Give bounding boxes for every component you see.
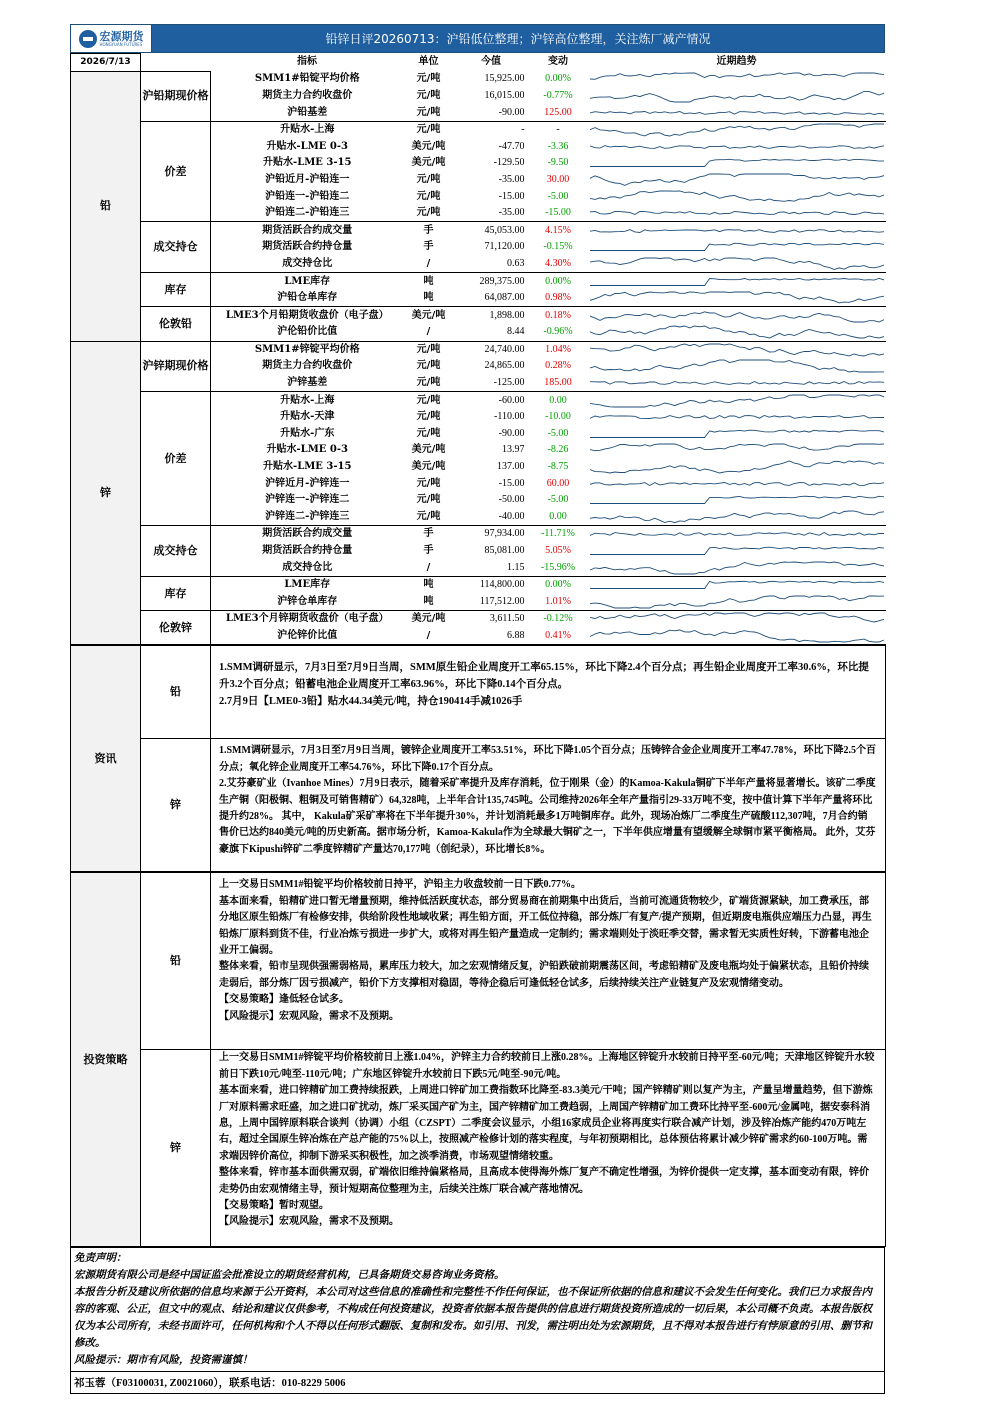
sparkline-path (590, 111, 884, 114)
value-cell: 6.88 (454, 628, 529, 645)
lead-group-label: 沪铅期现价格 (141, 71, 211, 121)
indicator-name: 沪铅连二-沪铅连三 (211, 205, 404, 222)
indicator-name: LME3个月锌期货收盘价（电子盘） (225, 613, 389, 625)
unit-cell: / (404, 559, 454, 576)
unit-cell: 手 (423, 545, 434, 557)
news-section (70, 645, 886, 872)
value-cell: 0.63 (454, 256, 529, 273)
sparkline-path (590, 613, 884, 622)
value-cell: 85,081.00 (484, 545, 525, 557)
indicator-name: 升贴水-天津 (280, 411, 335, 423)
trend-sparkline (588, 358, 886, 375)
trend-sparkline (588, 138, 886, 155)
trend-sparkline (588, 256, 886, 273)
indicator-name: 升贴水-LME 0-3 (266, 444, 348, 456)
indicator-name: SMM1#铅锭平均价格 (254, 73, 360, 85)
value-cell: 16,015.00 (484, 89, 525, 101)
sparkline-path (590, 482, 884, 485)
sparkline-path (590, 395, 884, 407)
unit-cell: 吨 (404, 290, 454, 307)
trend-sparkline (588, 526, 886, 543)
sparkline-path (590, 547, 884, 554)
sparkline-path (590, 430, 884, 437)
value-cell: -129.50 (493, 157, 525, 169)
value-cell: -40.00 (454, 509, 529, 526)
value-cell: 1,898.00 (489, 309, 525, 321)
unit-cell: 元/吨 (404, 104, 454, 121)
zinc-metal-label: 锌 (71, 341, 141, 645)
trend-sparkline (588, 88, 886, 105)
value-cell: 114,800.00 (479, 579, 525, 591)
change-cell: 0.00% (545, 579, 571, 591)
change-cell: 4.30% (529, 256, 588, 273)
sparkline-path (590, 562, 884, 574)
zinc-group-label: 沪锌期现价格 (141, 341, 211, 392)
strategy-zinc-trade: 【交易策略】暂时观望。 (219, 1199, 329, 1211)
lead-group-label: 伦敦铅 (141, 307, 211, 341)
value-cell: -60.00 (498, 394, 525, 406)
data-row (71, 222, 886, 239)
zinc-group-label: 库存 (141, 576, 211, 610)
trend-sparkline (588, 188, 886, 205)
strategy-label: 投资策略 (71, 873, 141, 1247)
indicator-name: 成交持仓比 (211, 559, 404, 576)
unit-cell: / (404, 324, 454, 341)
value-cell: -15.00 (498, 190, 525, 202)
disclaimer-line-2: 本报告分析及建议所依据的信息均来源于公开资料，本公司对这些信息的准确性和完整性不作任何保证，也不保证所依据的信息和建议不会发生任何变化。我们已力求报告内容的客观、公正，但文中的观点、结论和建议仅供参考，不构成任何投资建议，投资者依据本报告提供的信息进行期货投资所造成的一切后果，本公司概不负责。本报告版权仅为本公司所有，未经书面许可，任何机构和个人不得以任何形式翻版、复制和发布。如引用、刊发，需注明出处为宏源期货，且不得对本报告进行有悖原意的引用、删节和修改。 (74, 1287, 872, 1350)
value-cell: 117,512.00 (454, 594, 529, 611)
unit-cell: 美元/吨 (411, 461, 446, 473)
indicator-name: 沪锌仓单库存 (211, 594, 404, 611)
unit-cell: 吨 (423, 579, 434, 591)
value-cell: -35.00 (498, 173, 525, 185)
trend-sparkline (588, 375, 886, 392)
sparkline-path (590, 145, 884, 148)
value-cell: -47.70 (498, 140, 525, 152)
indicator-name: 升贴水-上海 (280, 124, 335, 136)
indicator-name: LME库存 (284, 275, 331, 287)
unit-cell: / (404, 628, 454, 645)
sparkline-path (590, 292, 884, 303)
strategy-zinc-p2: 基本面来看，进口锌精矿加工费持续报跌，上周进口锌矿加工费指数环比降至-83.3美元/干吨；国产锌精矿则以复产为主，产量呈增量趋势，但下游炼厂对原料需求旺盛，加之进口矿扰动，炼厂采买国产矿为主，国产锌精矿加工费趋弱，上周国产锌精矿加工费环比持平至-600元/金属吨，据安泰科消息，上周中国锌原料联合谈判（协调）小组（CZSPT）二季度会议显示，小组16家成员企业将再度实行联合减产计划，涉及锌冶炼产能约470万吨左右，超过全国原生锌冶炼在产总产能的75%以上，按照减产检修计划的落实程度，与年初预期相比，总体预估将累计减少锌矿需求约60-100万吨。需求端因锌价高位，抑制下游采买积极性，加之淡季消费，市场观望情绪较重。 (219, 1085, 873, 1162)
logo-text: 宏源期货 (99, 29, 144, 43)
unit-cell: 元/吨 (416, 477, 441, 489)
news-lead-p1: 1.SMM调研显示，7月3日至7月9日当周，SMM原生铅企业周度开工率65.15%，环比下降2.4个百分点；再生铅企业周度开工率30.6%，环比提升3.2个百分点；铅蓄电池企业周度开工率63.96%，环比下降0.14个百分点。 (219, 662, 869, 691)
blank-header (141, 54, 211, 72)
change-cell: -15.00 (529, 205, 588, 222)
value-cell: 24,740.00 (484, 343, 525, 355)
indicator-name: 沪锌基差 (211, 375, 404, 392)
news-lead-p2: 2.7月9日【LME0-3铅】贴水44.34美元/吨，持仓190414手减1026手 (219, 695, 523, 707)
unit-cell: 美元/吨 (411, 613, 446, 625)
sparkline-path (590, 360, 884, 372)
lead-group-label: 价差 (141, 121, 211, 222)
sparkline-path (590, 533, 884, 536)
change-cell: -15.96% (529, 559, 588, 576)
logo-subtext: HONGYUAN FUTURES (99, 41, 143, 47)
indicator-name: 升贴水-LME 3-15 (263, 157, 352, 169)
sparkline-path (590, 212, 884, 215)
value-cell: 71,120.00 (484, 241, 525, 253)
data-row (71, 576, 886, 593)
logo-icon (79, 30, 97, 48)
value-cell: 137.00 (497, 461, 525, 473)
news-label: 资讯 (71, 646, 141, 872)
unit-cell: 吨 (423, 275, 434, 287)
trend-sparkline (588, 392, 886, 409)
strategy-lead-label: 铅 (141, 873, 211, 1050)
unit-cell: 元/吨 (404, 205, 454, 222)
change-cell: 0.00% (545, 275, 571, 287)
lead-metal-label: 铅 (71, 71, 141, 341)
change-cell: -3.36 (547, 140, 569, 152)
value-cell: -90.00 (454, 104, 529, 121)
trend-sparkline (588, 559, 886, 576)
value-cell: -35.00 (454, 205, 529, 222)
trend-sparkline (588, 492, 886, 509)
change-cell: 0.28% (545, 360, 571, 372)
unit-cell: 手 (423, 241, 434, 253)
lead-group-label: 库存 (141, 273, 211, 307)
unit-cell: 元/吨 (416, 427, 441, 439)
trend-sparkline (588, 290, 886, 307)
change-cell: 0.98% (529, 290, 588, 307)
trend-sparkline (588, 341, 886, 358)
change-cell: - (556, 124, 560, 136)
strategy-zinc-label: 锌 (141, 1050, 211, 1247)
report-header (70, 24, 885, 53)
company-logo (71, 25, 152, 52)
unit-cell: 美元/吨 (411, 157, 446, 169)
trend-sparkline (588, 475, 886, 492)
change-cell: 1.01% (529, 594, 588, 611)
change-cell: 60.00 (546, 477, 570, 489)
unit-cell: 元/吨 (404, 509, 454, 526)
change-cell: -5.00 (547, 190, 569, 202)
indicator-name: 升贴水-LME 3-15 (263, 461, 352, 473)
unit-cell: 元/吨 (416, 89, 441, 101)
value-cell: - (521, 124, 525, 136)
change-cell: 5.05% (545, 545, 571, 557)
unit-cell: / (404, 256, 454, 273)
indicator-name: LME3个月铅期货收盘价（电子盘） (225, 309, 389, 321)
indicator-name: SMM1#锌锭平均价格 (254, 343, 360, 355)
market-data-table (70, 53, 886, 645)
change-cell: -0.77% (543, 89, 573, 101)
sparkline-path (590, 444, 884, 451)
trend-sparkline (588, 628, 886, 645)
data-row (71, 341, 886, 358)
indicator-name: 期货活跃合约持仓量 (262, 545, 353, 557)
value-cell: 64,087.00 (454, 290, 529, 307)
indicator-header: 指标 (297, 56, 317, 68)
change-cell: 0.41% (529, 628, 588, 645)
indicator-name: 沪锌近月-沪锌连一 (265, 477, 350, 489)
news-zinc-p1: 1.SMM调研显示，7月3日至7月9日当周，镀锌企业周度开工率53.51%，环比下降1.05个百分点；压铸锌合金企业周度开工率47.78%，环比下降2.5个百分点；氧化锌企业周度开工率54.76%，环比下降0.17个百分点。 (219, 745, 876, 773)
strategy-zinc-risk: 【风险提示】宏观风险，需求不及预期。 (219, 1216, 399, 1228)
indicator-name: LME库存 (284, 579, 331, 591)
unit-cell: 吨 (404, 594, 454, 611)
unit-cell: 元/吨 (416, 494, 441, 506)
change-cell: 0.00 (529, 509, 588, 526)
unit-cell: 美元/吨 (411, 444, 446, 456)
trend-sparkline (588, 307, 886, 324)
sparkline-path (590, 312, 884, 322)
news-zinc-text (211, 739, 886, 872)
trend-sparkline (588, 324, 886, 341)
sparkline-path (590, 511, 884, 523)
strategy-zinc-p3: 整体来看，锌市基本面供需双弱，矿端依旧维持偏紧格局，且高成本使得海外炼厂复产不确定性增强，为锌价提供一定支撑，基本面变动有限，锌价走势仍由宏观情绪主导，预计短期高位整理为主，后续关注炼厂联合减产落地情况。 (219, 1167, 869, 1195)
unit-cell: 元/吨 (416, 73, 441, 85)
value-header: 今值 (481, 56, 501, 68)
value-cell: 1.15 (454, 559, 529, 576)
trend-sparkline (588, 71, 886, 88)
news-zinc-p2: 2.艾芬豪矿业（Ivanhoe Mines）7月9日表示，随着采矿率提升及库存消耗，位于刚果（金）的Kamoa-Kakula铜矿下半年产量将显著增长。该矿二季度生产铜（阳极铜、粗铜及可销售精矿）64,328吨，上半年合计135,745吨。公司维持2026年全年产量指引29-33万吨不变，按中值计算下半年产量将环比提升约28%。 其中， Kakula矿采矿率将在下半年提升30%，并计划消耗最多1万吨铜库存。此外，现场冶炼厂二季度生产硫酸112,307吨，7月合约销售价已达约840美元/吨的历史新高。据市场分析，Kamoa-Kakula作为全球最大铜矿之一，下半年供应增量有望缓解全球铜市紧平衡格局。 此外，艾芬豪旗下Kipushi锌矿二季度锌精矿产量达70,177吨（创纪录），环比增长8%。 (219, 778, 876, 855)
strategy-lead-text (211, 873, 886, 1050)
indicator-name: 沪伦锌价比值 (211, 628, 404, 645)
sparkline-path (590, 581, 884, 588)
indicator-name: 沪铅基差 (211, 104, 404, 121)
change-cell: 185.00 (529, 375, 588, 392)
indicator-name: 期货活跃合约成交量 (262, 528, 353, 540)
value-cell: 45,053.00 (484, 224, 525, 236)
trend-sparkline (588, 576, 886, 593)
trend-header: 近期趋势 (716, 56, 757, 68)
value-cell: 13.97 (502, 444, 525, 456)
value-cell: -50.00 (498, 494, 525, 506)
indicator-name: 沪伦铅价比值 (211, 324, 404, 341)
change-cell: -8.26 (547, 444, 569, 456)
change-header: 变动 (548, 56, 568, 68)
sparkline-path (590, 416, 884, 419)
unit-cell: 美元/吨 (411, 309, 446, 321)
strategy-zinc-p1: 上一交易日SMM1#锌锭平均价格较前日上涨1.04%，沪锌主力合约较前日上涨0.28%。上海地区锌锭升水较前日持平至-60元/吨；天津地区锌锭升水较前日下跌10元/吨至-110元/吨；广东地区锌锭升水较前日下跌5元/吨至-90元/吨。 (219, 1052, 875, 1080)
value-cell: -90.00 (498, 427, 525, 439)
trend-sparkline (588, 205, 886, 222)
trend-sparkline (588, 172, 886, 189)
sparkline-path (590, 174, 884, 185)
change-cell: 125.00 (529, 104, 588, 121)
value-cell: 289,375.00 (479, 275, 525, 287)
change-cell: 4.15% (545, 224, 571, 236)
change-cell: -5.00 (547, 494, 569, 506)
unit-cell: 元/吨 (404, 375, 454, 392)
strategy-lead-risk: 【风险提示】宏观风险，需求不及预期。 (219, 1010, 399, 1022)
change-cell: -0.96% (529, 324, 588, 341)
analyst-footer: 祁玉蓉（F03100031, Z0021060），联系电话：010-8229 5006 (70, 1372, 885, 1394)
unit-cell: 手 (423, 224, 434, 236)
disclaimer-title: 免责声明： (74, 1253, 127, 1265)
sparkline-path (590, 596, 884, 608)
report-title: 铅锌日评20260713：沪铅低位整理；沪锌高位整理，关注炼厂减产情况 (152, 25, 884, 52)
sparkline-path (590, 496, 884, 503)
value-cell: 24,865.00 (484, 360, 525, 372)
data-row (71, 121, 886, 138)
unit-cell: 元/吨 (416, 394, 441, 406)
sparkline-path (590, 91, 884, 102)
sparkline-path (590, 382, 884, 385)
sparkline-path (590, 229, 884, 232)
data-row (71, 307, 886, 324)
unit-cell: 元/吨 (416, 173, 441, 185)
unit-cell: 元/吨 (416, 190, 441, 202)
change-cell: -11.71% (541, 528, 575, 540)
strategy-lead-p3: 整体来看，铅市呈现供强需弱格局，累库压力较大，加之宏观情绪反复，沪铅跌破前期震荡区间，考虑铅精矿及废电瓶均处于偏紧状态，且铅价持续走弱后，部分炼厂因亏损减产，铅价下方支撑相对稳固，等待企稳后可逢低轻仓试多，后续持续关注产业链复产及宏观情绪变动。 (219, 961, 869, 989)
sparkline-path (590, 73, 884, 79)
change-cell: -8.75 (547, 461, 569, 473)
data-row (71, 273, 886, 290)
zinc-group-label: 价差 (141, 392, 211, 526)
indicator-name: 沪铅近月-沪铅连一 (265, 173, 350, 185)
value-cell: 97,934.00 (484, 528, 525, 540)
strategy-lead-p2: 基本面来看，铅精矿进口暂无增量预期，维持低活跃度状态，部分贸易商在前期集中出货后，当前可流通货物较少，矿端货源紧缺，加工费承压，部分地区原生铅炼厂有检修安排，供给阶段性地域收紧；再生铅方面，开工低位持稳，部分炼厂有复产/提产预期，但近期废电瓶供应端压力凸显，再生铅炼厂原料到货不佳，行业冶炼亏损进一步扩大，或将对再生铅产量造成一定制约；需求端则处于淡旺季交替，需求暂无实质性好转，下游蓄电池企业开工偏弱。 (219, 895, 872, 956)
indicator-name: 沪铅连一-沪铅连二 (265, 190, 350, 202)
trend-sparkline (588, 121, 886, 138)
lead-group-label: 成交持仓 (141, 222, 211, 273)
disclaimer-line-1: 宏源期货有限公司是经中国证监会批准设立的期货经营机构，已具备期货交易咨询业务资格。 (74, 1270, 505, 1282)
trend-sparkline (588, 155, 886, 172)
sparkline-path (590, 244, 884, 251)
trend-sparkline (588, 426, 886, 443)
change-cell: 1.04% (545, 343, 571, 355)
indicator-name: 期货主力合约收盘价 (262, 89, 353, 101)
unit-cell: 美元/吨 (411, 140, 446, 152)
sparkline-path (590, 630, 884, 642)
report-page (70, 24, 885, 1394)
change-cell: -9.50 (547, 157, 569, 169)
value-cell: 8.44 (454, 324, 529, 341)
data-row (71, 71, 886, 88)
indicator-name: 升贴水-LME 0-3 (266, 140, 348, 152)
strategy-section (70, 872, 886, 1247)
indicator-name: 升贴水-广东 (280, 427, 335, 439)
change-cell: -10.00 (545, 411, 571, 423)
change-cell: -5.00 (547, 427, 569, 439)
data-row (71, 611, 886, 628)
change-cell: 30.00 (546, 173, 570, 185)
news-lead-text (211, 646, 886, 739)
sparkline-path (590, 344, 884, 356)
news-lead-label: 铅 (141, 646, 211, 739)
strategy-lead-trade: 【交易策略】逢低轻仓试多。 (219, 994, 349, 1006)
indicator-name: 沪铅仓单库存 (211, 290, 404, 307)
indicator-name: 期货活跃合约持仓量 (262, 241, 353, 253)
trend-sparkline (588, 611, 886, 628)
value-cell: -110.00 (494, 411, 525, 423)
indicator-name: 期货活跃合约成交量 (262, 224, 353, 236)
value-cell: -15.00 (498, 477, 525, 489)
sparkline-path (590, 258, 884, 270)
trend-sparkline (588, 273, 886, 290)
indicator-name: 沪锌连一-沪锌连二 (265, 494, 350, 506)
change-cell: 0.00% (545, 73, 571, 85)
change-cell: -0.15% (543, 241, 573, 253)
date-cell: 2026/7/13 (71, 54, 141, 72)
unit-cell: 元/吨 (416, 343, 441, 355)
trend-sparkline (588, 509, 886, 526)
value-cell: 3,611.50 (489, 613, 525, 625)
unit-cell: 元/吨 (416, 360, 441, 372)
sparkline-path (590, 160, 884, 167)
indicator-name: 期货主力合约收盘价 (262, 360, 353, 372)
trend-sparkline (588, 409, 886, 426)
unit-cell: 元/吨 (416, 124, 441, 136)
strategy-zinc-text (211, 1050, 886, 1247)
data-row (71, 526, 886, 543)
trend-sparkline (588, 239, 886, 256)
unit-cell: 手 (423, 528, 434, 540)
data-row (71, 392, 886, 409)
trend-sparkline (588, 104, 886, 121)
indicator-name: 沪锌连二-沪锌连三 (211, 509, 404, 526)
news-zinc-label: 锌 (141, 739, 211, 872)
sparkline-path (590, 278, 884, 285)
change-cell: 0.18% (545, 309, 571, 321)
indicator-name: 成交持仓比 (211, 256, 404, 273)
strategy-lead-p1: 上一交易日SMM1#铅锭平均价格较前日持平，沪铅主力收盘较前一日下跌0.77%。 (219, 879, 581, 891)
value-cell: -125.00 (454, 375, 529, 392)
trend-sparkline (588, 222, 886, 239)
sparkline-path (590, 124, 884, 136)
sparkline-path (590, 191, 884, 201)
indicator-name: 升贴水-上海 (280, 394, 335, 406)
value-cell: 15,925.00 (484, 73, 525, 85)
trend-sparkline (588, 543, 886, 560)
trend-sparkline (588, 459, 886, 476)
sparkline-path (590, 461, 884, 473)
trend-sparkline (588, 442, 886, 459)
change-cell: 0.00 (549, 394, 567, 406)
unit-cell: 元/吨 (416, 411, 441, 423)
zinc-group-label: 伦敦锌 (141, 611, 211, 645)
zinc-group-label: 成交持仓 (141, 526, 211, 577)
disclaimer (70, 1247, 885, 1372)
unit-header: 单位 (418, 56, 439, 68)
change-cell: -0.12% (543, 613, 573, 625)
sparkline-path (590, 326, 884, 338)
trend-sparkline (588, 594, 886, 611)
disclaimer-line-3: 风险提示：期市有风险，投资需谨慎！ (74, 1355, 253, 1367)
